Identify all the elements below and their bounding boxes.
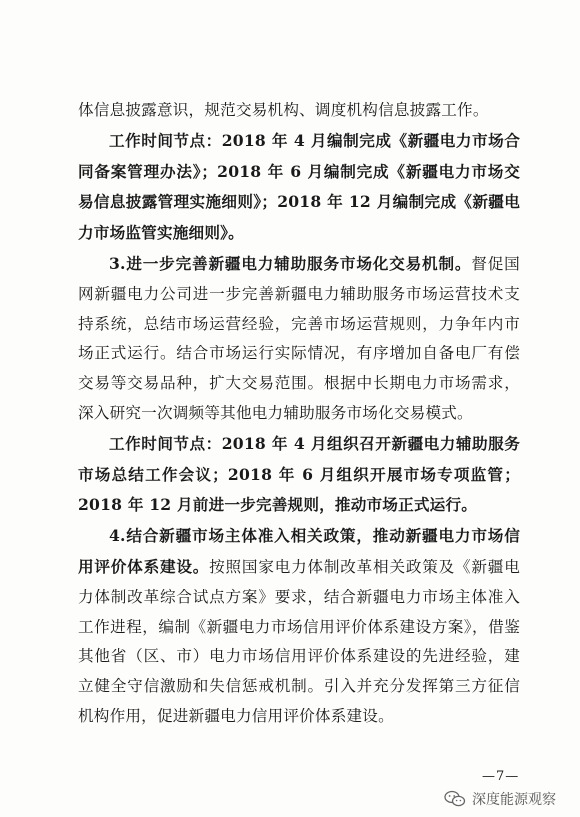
paragraph-3 [78, 249, 520, 429]
paragraph-5 [78, 521, 520, 732]
paragraph-5-lead: 4.结合新疆市场主体准入相关政策，推动新疆电力市场信用评价体系建设。 [78, 526, 520, 576]
paragraph-2 [78, 126, 520, 249]
document-body [78, 95, 520, 732]
page-number: —7— [482, 769, 520, 784]
paragraph-2-lead: 工作时间节点：2018 年 4 月编制完成《新疆电力市场合同备案管理办法》；2018 年 6 月编制完成《新疆电力市场交易信息披露管理实施细则》；2018 年 12 月编制完成《新疆电力市场监管实施细则》。 [78, 130, 520, 243]
paragraph-5-text: 按照国家电力体制改革相关政策及《新疆电力体制改革综合试点方案》要求，结合新疆电力市场主体准入工作进程，编制《新疆电力市场信用评价体系建设方案》，借鉴其他省（区、市）电力市场信用评价体系建设的先进经验，建立健全守信激励和失信惩戒机制。引入并充分发挥第三方征信机构作用，促进新疆电力信用评价体系建设。 [78, 557, 520, 725]
paragraph-4-lead: 工作时间节点：2018 年 4 月组织召开新疆电力辅助服务市场总结工作会议；2018 年 6 月组织开展市场专项监管；2018 年 12 月前进一步完善规则，推动市场正式运行。 [78, 433, 520, 515]
paragraph-3-text: 督促国网新疆电力公司进一步完善新疆电力辅助服务市场运营技术支持系统，总结市场运营经验，完善市场运营规则，力争年内市场正式运行。结合市场运行实际情况，有序增加自备电厂有偿交易等交易品种，扩大交易范围。根据中长期电力市场需求，深入研究一次调频等其他电力辅助服务市场化交易模式。 [78, 254, 520, 422]
paragraph-1-text: 体信息披露意识，规范交易机构、调度机构信息披露工作。 [78, 101, 489, 119]
paragraph-1 [78, 95, 520, 126]
paragraph-4 [78, 429, 520, 521]
watermark [444, 789, 556, 809]
watermark-text: 深度能源观察 [472, 792, 556, 808]
paragraph-3-lead: 3.进一步完善新疆电力辅助服务市场化交易机制。 [109, 253, 472, 273]
wechat-icon [444, 790, 466, 808]
